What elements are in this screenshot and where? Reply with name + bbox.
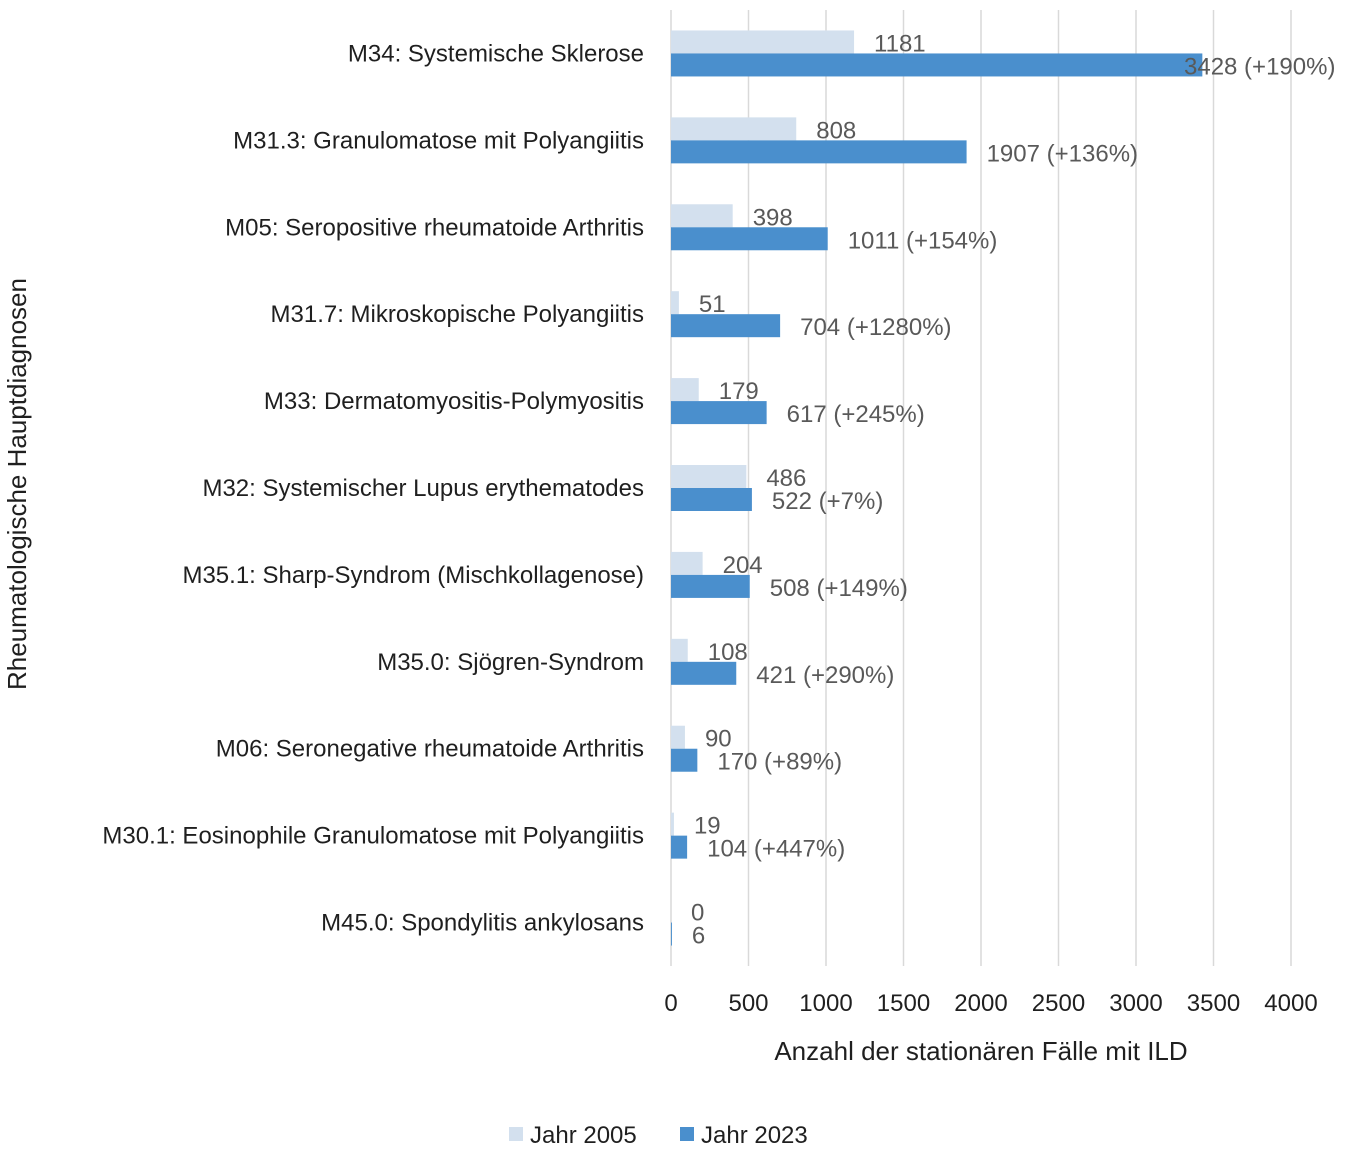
data-label-2023: 170 (+89%) [717,748,843,776]
data-label-2005: 19 [693,812,721,840]
data-label-2023: 1011 (+154%) [847,227,998,255]
bar-2023 [671,227,828,250]
category-label: M06: Seronegative rheumatoide Arthritis [215,735,644,763]
x-tick-label: 2000 [954,990,1008,1017]
bar-2023 [671,53,1202,76]
data-label-2023: 104 (+447%) [707,835,846,863]
x-tick-label: 3000 [1109,990,1163,1017]
x-tick-label: 2500 [1031,990,1086,1017]
data-label-2005: 204 [722,551,763,579]
bar-2023 [671,836,687,859]
bar-2005 [671,465,746,488]
category-label: M45.0: Spondylitis ankylosans [321,909,644,937]
data-label-2023: 6 [691,922,706,950]
x-axis-title: Anzahl der stationären Fälle mit ILD [774,1036,1188,1066]
bar-2023 [671,923,672,946]
category-label: M32: Systemischer Lupus erythematodes [202,475,644,502]
category-label: M33: Dermatomyositis-Polymyositis [263,388,644,416]
data-label-2023: 508 (+149%) [769,574,908,602]
data-label-2023: 1907 (+136%) [986,140,1139,168]
bar-2005 [671,117,796,140]
data-label-2023: 3428 (+190%) [1184,53,1336,81]
bar-2005 [671,639,688,662]
data-label-2005: 90 [704,725,732,753]
data-label-2023: 421 (+290%) [756,661,895,689]
bar-2023 [671,749,697,772]
bars [671,30,1202,945]
x-tick-label: 4000 [1264,990,1318,1017]
legend-swatch [509,1127,523,1141]
x-tick-label: 1500 [876,990,931,1017]
data-label-2023: 704 (+1280%) [800,314,952,342]
bar-2005 [671,30,854,53]
category-label: M30.1: Eosinophile Granulomatose mit Polyangiitis [102,822,644,850]
bar-2005 [671,813,674,836]
legend-label: Jahr 2005 [530,1122,637,1149]
data-label-2023: 522 (+7%) [771,488,884,515]
data-label-2005: 108 [707,638,748,666]
data-label-2005: 1181 [874,30,926,58]
category-label: M05: Seropositive rheumatoide Arthritis [225,214,644,242]
category-label: M34: Systemische Sklerose [347,40,644,68]
legend-label: Jahr 2023 [701,1122,808,1149]
legend-swatch [680,1127,694,1141]
category-label: M35.0: Sjögren-Syndrom [377,648,644,676]
bar-2005 [671,378,699,401]
category-labels [102,40,644,936]
bar-2005 [671,552,703,575]
x-tick-label: 1000 [799,990,853,1017]
category-label: M35.1: Sharp-Syndrom (Mischkollagenose) [182,561,644,589]
data-label-2005: 0 [691,899,705,927]
bar-2005 [671,204,733,227]
data-label-2005: 179 [718,378,759,406]
bar-2023 [671,488,752,511]
data-label-2005: 486 [766,465,807,492]
y-axis-title: Rheumatologische Hauptdiagnosen [2,278,32,690]
data-label-2005: 398 [752,204,793,232]
legend [509,1122,808,1149]
category-label: M31.7: Mikroskopische Polyangiitis [270,301,644,329]
data-label-2005: 808 [816,117,857,145]
x-tick-label: 0 [664,990,678,1017]
x-tick-label: 3500 [1186,990,1241,1017]
data-label-2023: 617 (+245%) [786,401,925,429]
x-tick-labels [664,990,1317,1017]
x-tick-label: 500 [728,990,769,1017]
data-label-2005: 51 [698,291,726,319]
data-labels [691,30,1335,949]
bar-2005 [671,291,679,314]
bar-2005 [671,726,685,749]
category-label: M31.3: Granulomatose mit Polyangiitis [233,127,644,155]
